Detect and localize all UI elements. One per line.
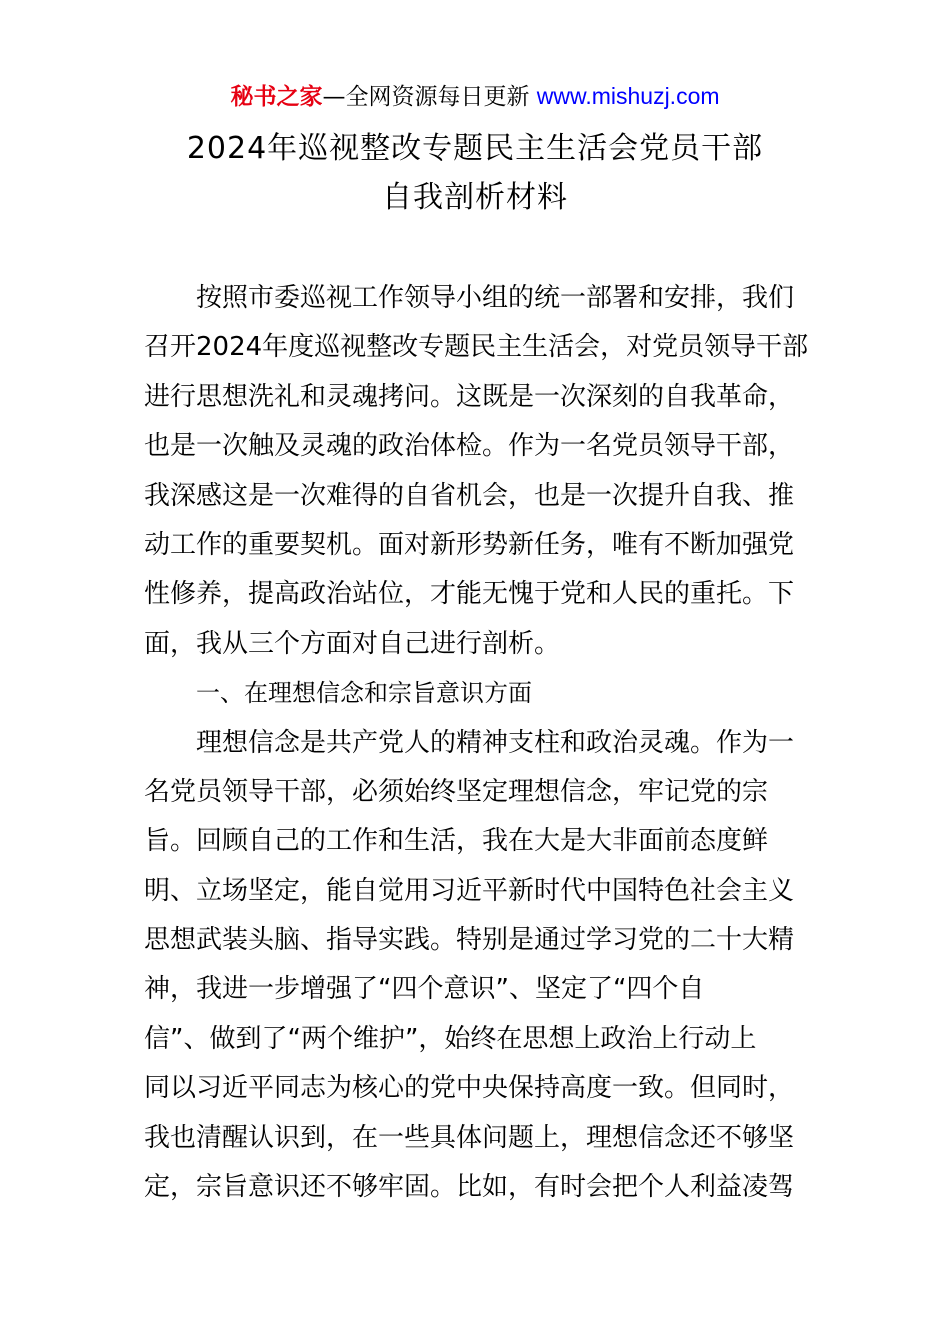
document-title-line-1: 2024年巡视整改专题民主生活会党员干部 <box>186 131 764 166</box>
paragraph-line: 我也清醒认识到，在一些具体问题上，理想信念还不够坚 <box>144 1122 795 1153</box>
site-brand: 秘书之家 <box>230 84 323 110</box>
site-tagline: —全网资源每日更新 <box>322 84 537 110</box>
paragraph-line: 我深感这是一次难得的自省机会，也是一次提升自我、推 <box>144 480 795 511</box>
paragraph-line: 定，宗旨意识还不够牢固。比如，有时会把个人利益凌驾 <box>144 1172 795 1203</box>
paragraph-line: 理想信念是共产党人的精神支柱和政治灵魂。作为一 <box>196 727 795 758</box>
paragraph-line: 召开2024年度巡视整改专题民主生活会，对党员领导干部 <box>144 332 809 363</box>
paragraph-line: 明、立场坚定，能自觉用习近平新时代中国特色社会主义 <box>144 875 795 906</box>
paragraph-line: 同以习近平同志为核心的党中央保持高度一致。但同时， <box>144 1073 795 1104</box>
section-heading: 一、在理想信念和宗旨意识方面 <box>196 679 532 708</box>
site-url[interactable]: www.mishuzj.com <box>536 83 720 109</box>
paragraph-line: 进行思想洗礼和灵魂拷问。这既是一次深刻的自我革命， <box>144 381 795 412</box>
paragraph-line: 名党员领导干部，必须始终坚定理想信念，牢记党的宗 <box>144 776 769 807</box>
paragraph-line: 信”、做到了“两个维护”，始终在思想上政治上行动上 <box>144 1023 757 1054</box>
paragraph-line: 旨。回顾自己的工作和生活，我在大是大非面前态度鲜 <box>144 826 769 857</box>
document-title-line-2: 自我剖析材料 <box>382 180 568 215</box>
paragraph-line: 也是一次触及灵魂的政治体检。作为一名党员领导干部， <box>144 431 795 462</box>
paragraph-line: 按照市委巡视工作领导小组的统一部署和安排，我们 <box>196 283 795 313</box>
paragraph-line: 面，我从三个方面对自己进行剖析。 <box>144 628 561 659</box>
site-header <box>0 80 950 113</box>
document-body <box>144 274 808 1212</box>
paragraph-line: 动工作的重要契机。面对新形势新任务，唯有不断加强党 <box>144 529 795 560</box>
paragraph-line: 性修养，提高政治站位，才能无愧于党和人民的重托。下 <box>144 579 795 610</box>
paragraph-line: 神，我进一步增强了“四个意识”、坚定了“四个自 <box>144 974 705 1005</box>
paragraph-line: 思想武装头脑、指导实践。特别是通过学习党的二十大精 <box>144 925 795 956</box>
